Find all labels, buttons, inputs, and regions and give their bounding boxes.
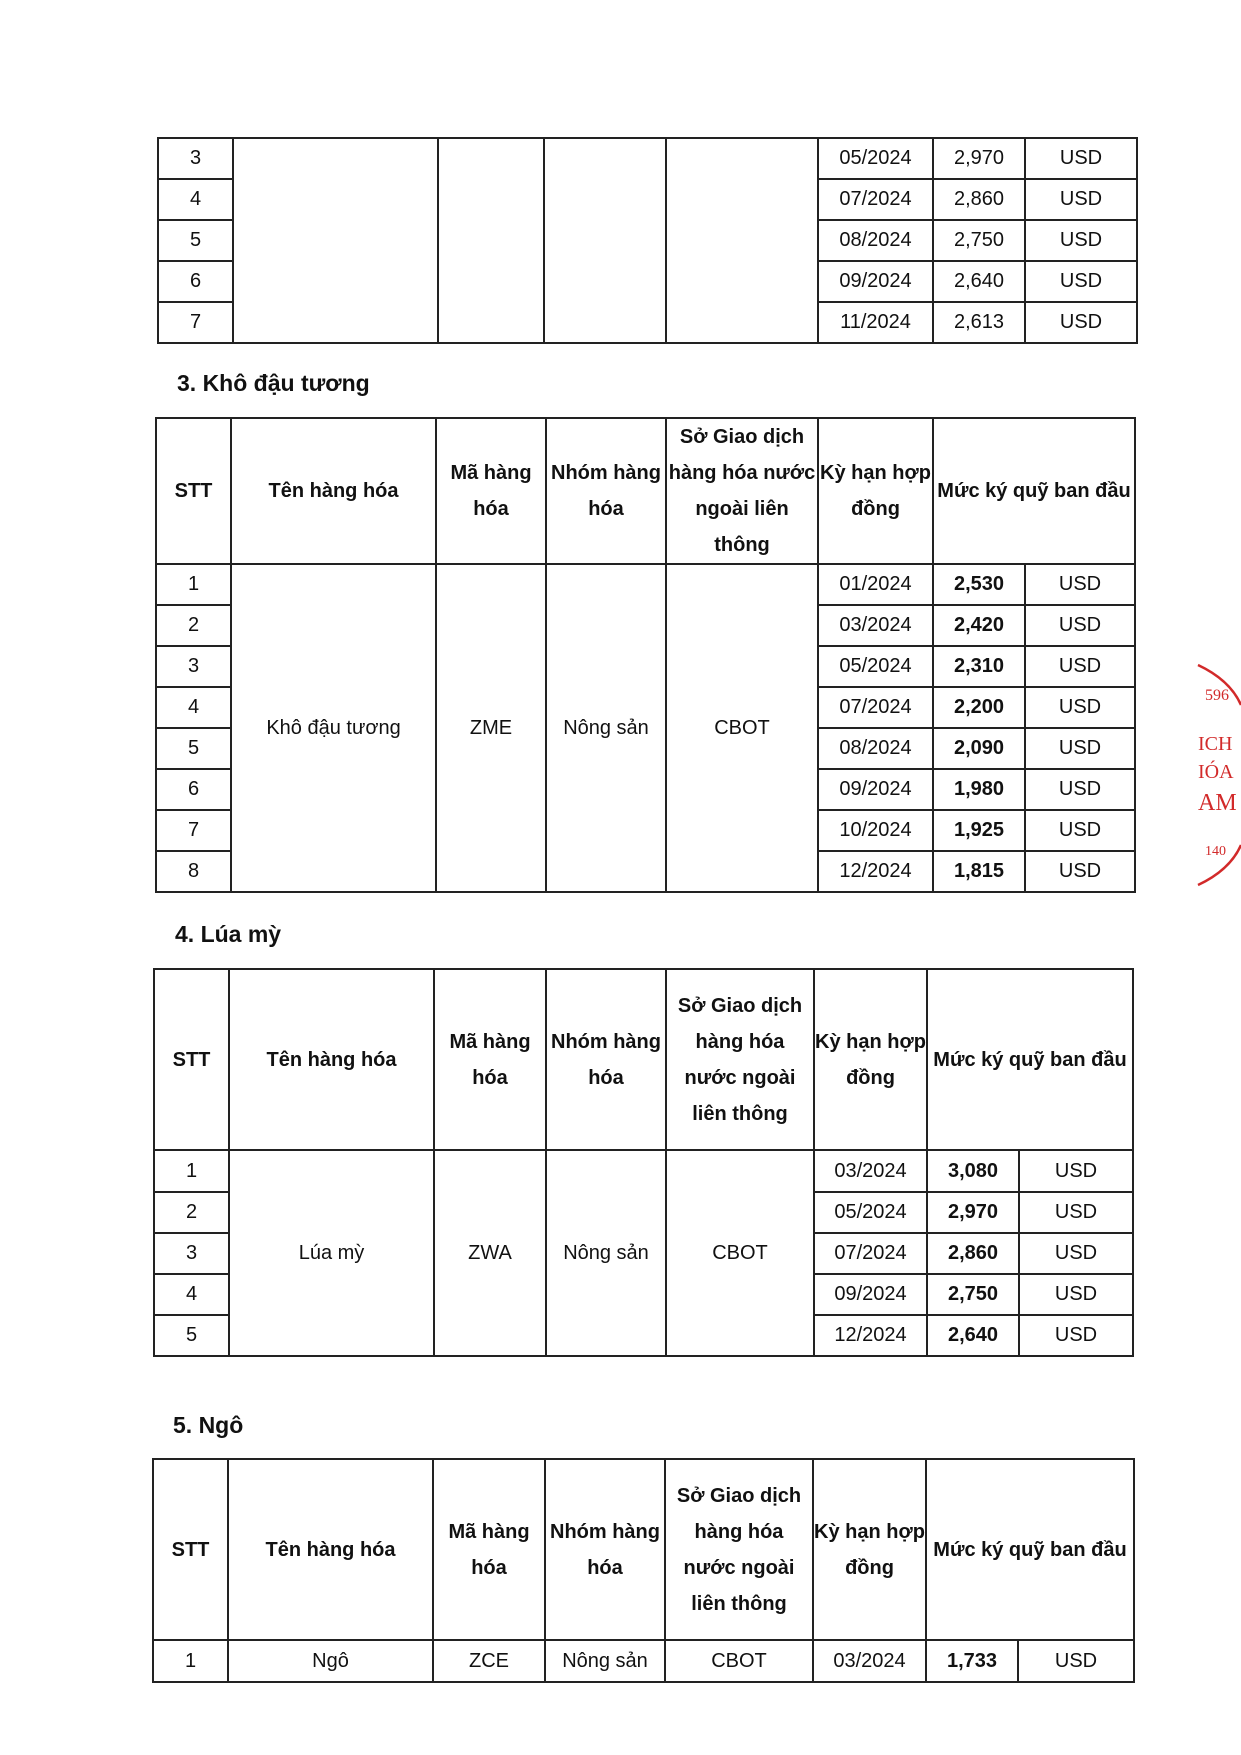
exchange-cell: CBOT [666,564,818,892]
currency-cell: USD [1025,769,1135,810]
seal-text: IÓA [1198,761,1234,783]
term-cell: 05/2024 [818,138,933,179]
margin-cell: 2,090 [933,728,1025,769]
exchange-cell: CBOT [665,1640,813,1682]
stt-cell: 8 [156,851,231,892]
currency-cell: USD [1025,687,1135,728]
stt-cell: 3 [158,138,233,179]
currency-cell: USD [1019,1150,1133,1192]
term-cell: 09/2024 [818,769,933,810]
header-name: Tên hàng hóa [229,969,434,1150]
margin-cell: 2,970 [927,1192,1019,1233]
stt-cell: 2 [156,605,231,646]
stt-cell: 7 [158,302,233,343]
header-group: Nhóm hàng hóa [546,969,666,1150]
margin-cell: 1,733 [926,1640,1018,1682]
section-title: 3. Khô đậu tương [177,370,370,396]
term-cell: 03/2024 [818,605,933,646]
stt-cell: 4 [154,1274,229,1315]
commodity-group-cell: Nông sản [545,1640,665,1682]
term-cell: 05/2024 [814,1192,927,1233]
margin-cell: 1,980 [933,769,1025,810]
currency-cell: USD [1025,302,1137,343]
commodity-code-cell: ZME [436,564,546,892]
header-exchange: Sở Giao dịch hàng hóa nước ngoài liên thông [666,969,814,1150]
header-group: Nhóm hàng hóa [546,418,666,564]
currency-cell: USD [1019,1192,1133,1233]
currency-cell: USD [1025,810,1135,851]
header-group: Nhóm hàng hóa [545,1459,665,1640]
margin-cell: 3,080 [927,1150,1019,1192]
header-code: Mã hàng hóa [434,969,546,1150]
stt-cell: 6 [158,261,233,302]
term-cell: 07/2024 [814,1233,927,1274]
header-row [156,418,1135,564]
currency-cell: USD [1025,851,1135,892]
term-cell: 05/2024 [818,646,933,687]
header-stt: STT [156,418,231,564]
header-row [153,1459,1134,1640]
wheat-table [153,968,1134,1357]
header-stt: STT [153,1459,228,1640]
commodity-name-cell: Khô đậu tương [231,564,436,892]
stt-cell: 1 [156,564,231,605]
soybean-meal-table [155,417,1136,893]
currency-cell: USD [1025,564,1135,605]
term-cell: 09/2024 [818,261,933,302]
currency-cell: USD [1025,646,1135,687]
term-cell: 03/2024 [813,1640,926,1682]
term-cell: 12/2024 [814,1315,927,1356]
header-stt: STT [154,969,229,1150]
commodity-group-cell: Nông sản [546,1150,666,1356]
term-cell: 08/2024 [818,728,933,769]
header-code: Mã hàng hóa [433,1459,545,1640]
currency-cell: USD [1025,220,1137,261]
term-cell: 07/2024 [818,179,933,220]
margin-cell: 2,420 [933,605,1025,646]
seal-text: 596 [1205,687,1229,704]
currency-cell: USD [1019,1315,1133,1356]
header-name: Tên hàng hóa [228,1459,433,1640]
term-cell: 03/2024 [814,1150,927,1192]
continuation-table [157,137,1138,344]
margin-cell: 1,815 [933,851,1025,892]
stt-cell: 4 [156,687,231,728]
margin-cell: 2,530 [933,564,1025,605]
seal-text: 140 [1205,844,1226,859]
header-margin: Mức ký quỹ ban đầu [926,1459,1134,1640]
stt-cell: 3 [154,1233,229,1274]
header-term: Kỳ hạn hợp đồng [813,1459,926,1640]
header-exchange: Sở Giao dịch hàng hóa nước ngoài liên thông [666,418,818,564]
stt-cell: 3 [156,646,231,687]
currency-cell: USD [1025,138,1137,179]
term-cell: 10/2024 [818,810,933,851]
section-title: 4. Lúa mỳ [175,921,282,947]
header-name: Tên hàng hóa [231,418,436,564]
table-row [154,1150,1133,1192]
seal-text: AM [1198,790,1237,816]
corn-table [152,1458,1135,1683]
stt-cell: 5 [158,220,233,261]
margin-cell: 2,640 [933,261,1025,302]
header-term: Kỳ hạn hợp đồng [814,969,927,1150]
header-code: Mã hàng hóa [436,418,546,564]
margin-cell: 1,925 [933,810,1025,851]
stt-cell: 5 [156,728,231,769]
currency-cell: USD [1025,179,1137,220]
margin-cell: 2,200 [933,687,1025,728]
term-cell: 07/2024 [818,687,933,728]
currency-cell: USD [1018,1640,1134,1682]
commodity-code-cell: ZWA [434,1150,546,1356]
stt-cell: 2 [154,1192,229,1233]
term-cell: 01/2024 [818,564,933,605]
seal-text: ICH [1198,733,1233,755]
stt-cell: 1 [154,1150,229,1192]
term-cell: 08/2024 [818,220,933,261]
commodity-code-cell: ZCE [433,1640,545,1682]
table-row [156,564,1135,605]
currency-cell: USD [1025,605,1135,646]
stt-cell: 4 [158,179,233,220]
header-term: Kỳ hạn hợp đồng [818,418,933,564]
header-row [154,969,1133,1150]
margin-cell: 2,640 [927,1315,1019,1356]
table-row [158,138,1137,179]
header-margin: Mức ký quỹ ban đầu [927,969,1133,1150]
stt-cell: 6 [156,769,231,810]
margin-cell: 2,310 [933,646,1025,687]
currency-cell: USD [1019,1233,1133,1274]
term-cell: 09/2024 [814,1274,927,1315]
margin-cell: 2,970 [933,138,1025,179]
currency-cell: USD [1019,1274,1133,1315]
commodity-group-cell: Nông sản [546,564,666,892]
currency-cell: USD [1025,728,1135,769]
margin-cell: 2,750 [927,1274,1019,1315]
stt-cell: 5 [154,1315,229,1356]
stt-cell: 7 [156,810,231,851]
header-margin: Mức ký quỹ ban đầu [933,418,1135,564]
currency-cell: USD [1025,261,1137,302]
margin-cell: 2,613 [933,302,1025,343]
commodity-name-cell: Lúa mỳ [229,1150,434,1356]
seal-stamp [1190,660,1241,890]
table-row [153,1640,1134,1682]
header-exchange: Sở Giao dịch hàng hóa nước ngoài liên thông [665,1459,813,1640]
term-cell: 11/2024 [818,302,933,343]
section-title: 5. Ngô [173,1412,244,1438]
margin-cell: 2,750 [933,220,1025,261]
term-cell: 12/2024 [818,851,933,892]
margin-cell: 2,860 [933,179,1025,220]
margin-cell: 2,860 [927,1233,1019,1274]
commodity-name-cell: Ngô [228,1640,433,1682]
stt-cell: 1 [153,1640,228,1682]
exchange-cell: CBOT [666,1150,814,1356]
